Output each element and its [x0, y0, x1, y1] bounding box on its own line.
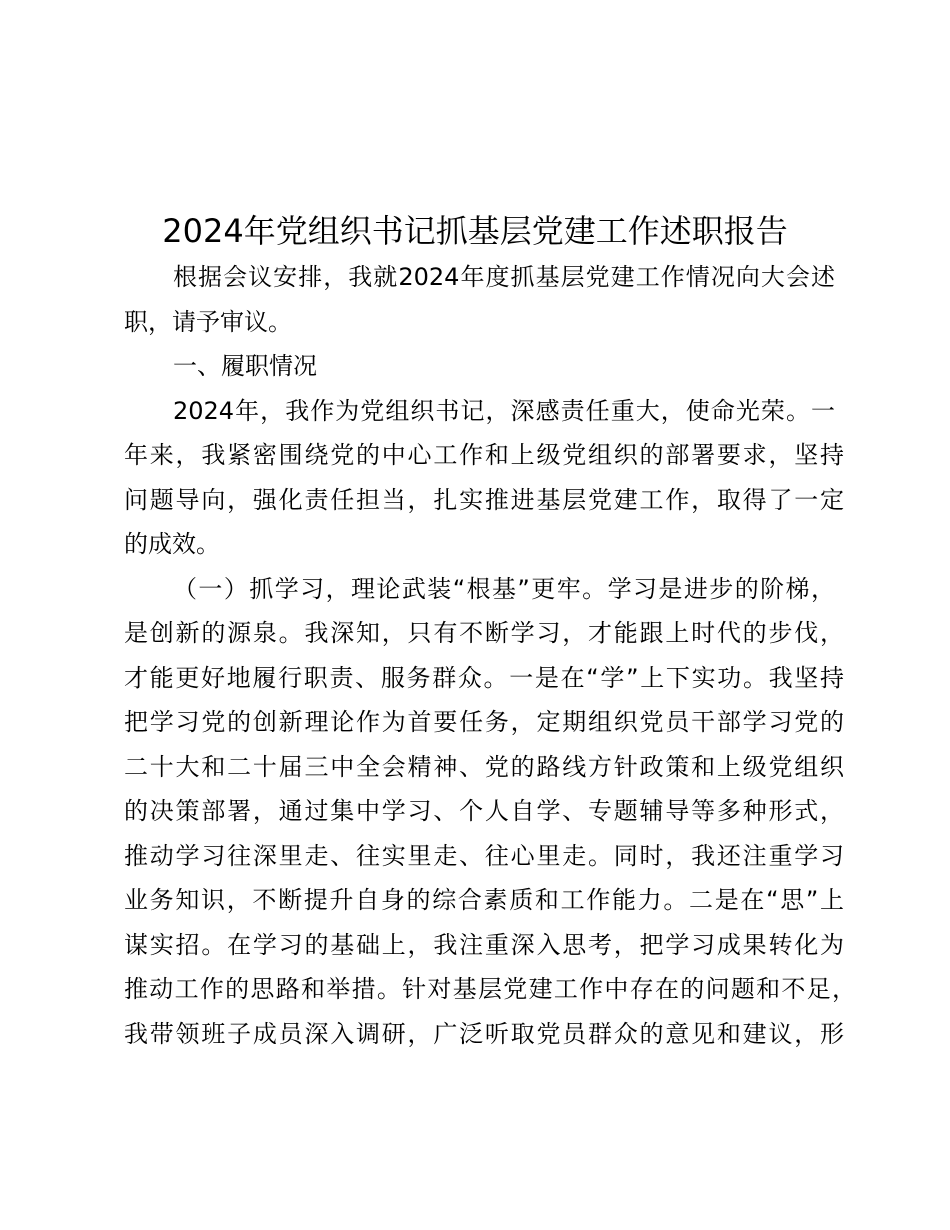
- text-line: 推动学习往深里走、往实里走、往心里走。同时，我还注重学习: [124, 842, 844, 870]
- text-line: 职，请予审议。: [124, 308, 292, 336]
- text-line: 我带领班子成员深入调研，广泛听取党员群众的意见和建议，形: [124, 1020, 844, 1048]
- text-line: 年来，我紧密围绕党的中心工作和上级党组织的部署要求，坚持: [124, 441, 844, 469]
- text-line: 是创新的源泉。我深知，只有不断学习，才能跟上时代的步伐，: [124, 619, 844, 647]
- text-line: 把学习党的创新理论作为首要任务，定期组织党员干部学习党的: [124, 708, 844, 736]
- text-line: 推动工作的思路和举措。针对基层党建工作中存在的问题和不足，: [124, 975, 856, 1003]
- text-line: 根据会议安排，我就2024年度抓基层党建工作情况向大会述: [173, 263, 835, 291]
- text-line: 的成效。: [124, 530, 220, 558]
- text-line: 业务知识，不断提升自身的综合素质和工作能力。二是在“思”上: [124, 886, 844, 914]
- text-line: 二十大和二十届三中全会精神、党的路线方针政策和上级党组织: [124, 753, 844, 781]
- text-line: 的决策部署，通过集中学习、个人自学、专题辅导等多种形式，: [124, 797, 844, 825]
- text-line: 2024年，我作为党组织书记，深感责任重大，使命光荣。一: [173, 397, 835, 425]
- document-title: 2024年党组织书记抓基层党建工作述职报告: [162, 212, 788, 250]
- section-heading: 一、履职情况: [173, 352, 317, 380]
- text-line: 才能更好地履行职责、服务群众。一是在“学”上下实功。我坚持: [124, 664, 844, 692]
- subsection-line: （一）抓学习，理论武装“根基”更牢。学习是进步的阶梯，: [173, 575, 835, 603]
- text-line: 谋实招。在学习的基础上，我注重深入思考，把学习成果转化为: [124, 931, 844, 959]
- text-line: 问题导向，强化责任担当，扎实推进基层党建工作，取得了一定: [124, 486, 844, 514]
